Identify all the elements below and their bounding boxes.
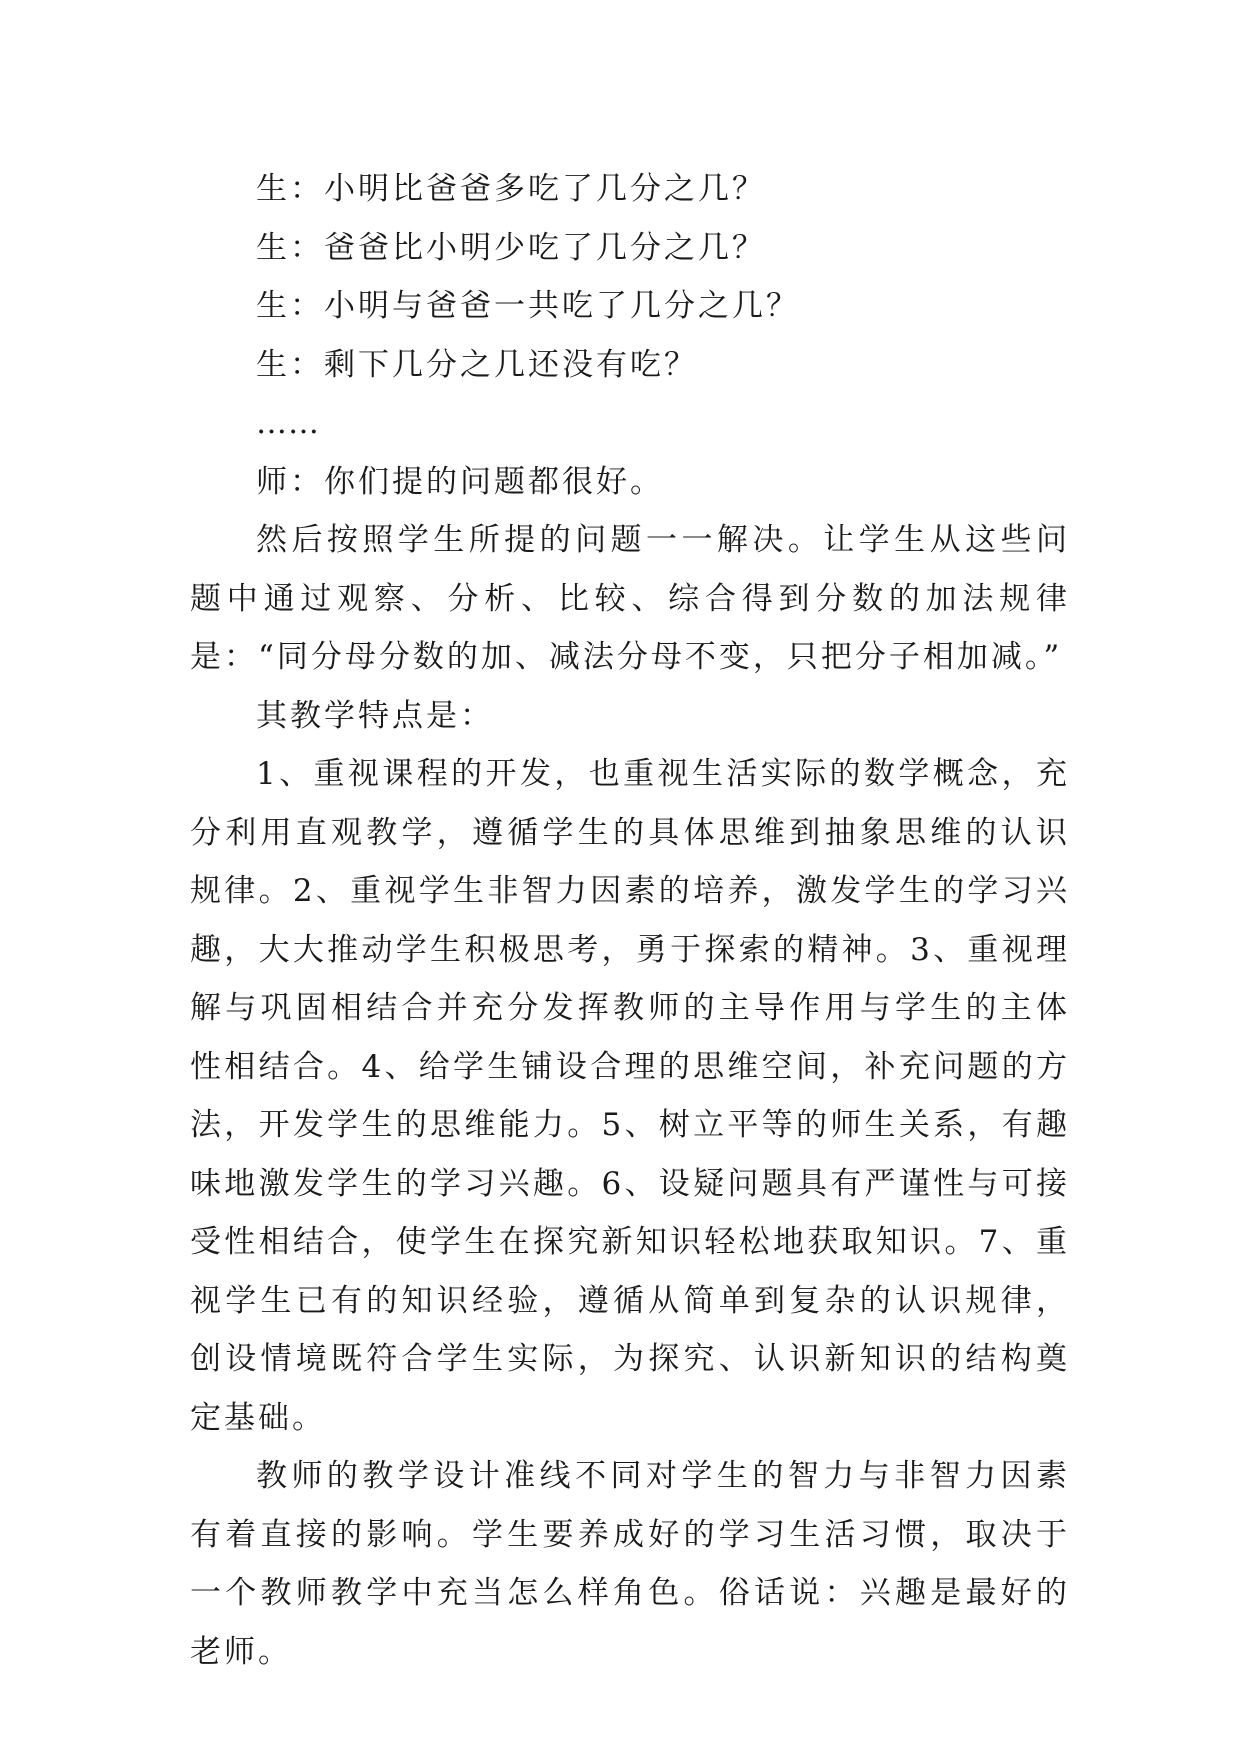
- features-heading: 其教学特点是：: [256, 697, 494, 734]
- paragraph-summary: 然后按照学生所提的问题一一解决。让学生从这些问题中通过观察、分析、比较、综合得到分数的加法规律是：“同分母分数的加、减法分母不变，只把分子相加减。”: [190, 522, 1070, 675]
- ellipsis: ……: [256, 405, 320, 441]
- dialogue-line-2: 生：爸爸比小明少吃了几分之几？: [256, 229, 766, 266]
- paragraph-features: 1、重视课程的开发，也重视生活实际的数学概念，充分利用直观教学，遵循学生的具体思维到抽象思维的认识规律。2、重视学生非智力因素的培养，激发学生的学习兴趣，大大推动学生积极思考，勇于探索的精神。3、重视理解与巩固相结合并充分发挥教师的主导作用与学生的主体性相结合。4、给学生铺设合理的思维空间，补充问题的方法，开发学生的思维能力。5、树立平等的师生关系，有趣味地激发学生的学习兴趣。6、设疑问题具有严谨性与可接受性相结合，使学生在探究新知识轻松地获取知识。7、重视学生已有的知识经验，遵循从简单到复杂的认识规律，创设情境既符合学生实际，为探究、认识新知识的结构奠定基础。: [190, 756, 1070, 1436]
- dialogue-line-1: 生：小明比爸爸多吃了几分之几？: [256, 171, 766, 207]
- teacher-line: 师：你们提的问题都很好。: [256, 463, 664, 500]
- dialogue-line-4: 生：剩下几分之几还没有吃？: [256, 346, 698, 383]
- dialogue-line-3: 生：小明与爸爸一共吃了几分之几？: [256, 288, 800, 324]
- paragraph-last: 教师的教学设计准线不同对学生的智力与非智力因素有着直接的影响。学生要养成好的学习生活习惯，取决于一个教师教学中充当怎么样角色。俗话说：兴趣是最好的老师。: [190, 1458, 1070, 1670]
- document-page: [190, 160, 1070, 1681]
